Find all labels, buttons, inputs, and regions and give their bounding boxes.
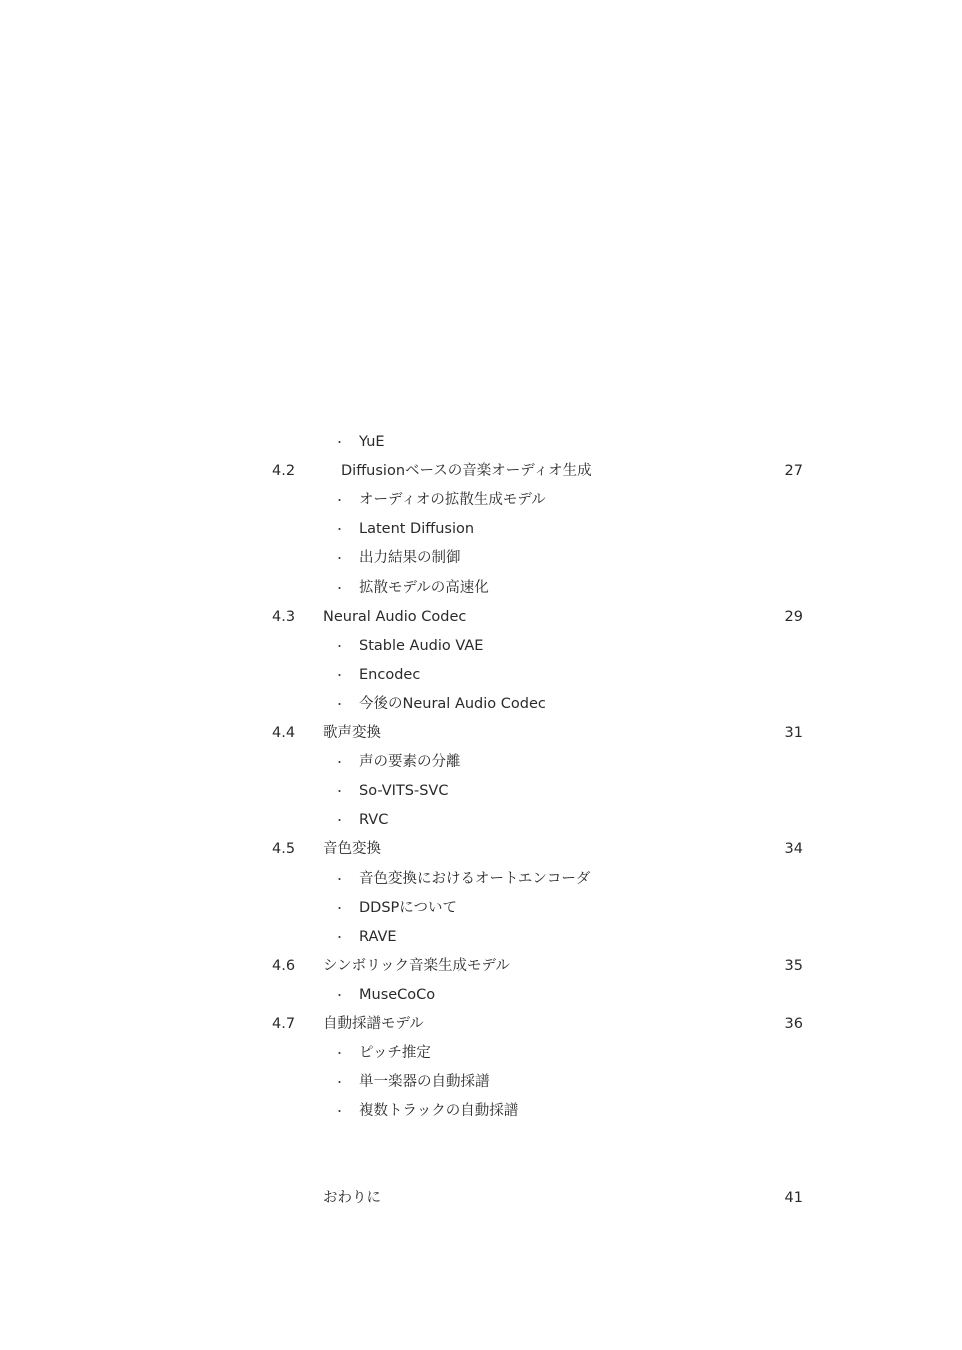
section-number: 4.5	[272, 841, 296, 857]
toc-subsection-row[interactable]	[0, 544, 962, 573]
toc-section-row[interactable]	[0, 952, 962, 981]
bullet-icon: ・	[334, 669, 345, 682]
subsection-title: ピッチ推定	[359, 1045, 431, 1061]
toc-closing-row[interactable]	[0, 1184, 962, 1213]
page-number: 35	[784, 958, 803, 974]
bullet-icon: ・	[334, 989, 345, 1002]
toc-subsection-row[interactable]	[0, 690, 962, 719]
toc-section-row[interactable]	[0, 603, 962, 632]
section-number: 4.6	[272, 958, 296, 974]
subsection-title: 声の要素の分離	[359, 754, 461, 770]
page-number: 36	[784, 1016, 803, 1032]
bullet-icon: ・	[334, 640, 345, 653]
bullet-icon: ・	[334, 785, 345, 798]
toc-subsection-row[interactable]	[0, 661, 962, 690]
toc-subsection-row[interactable]	[0, 981, 962, 1010]
section-title: 音色変換	[323, 841, 381, 857]
toc-section-row[interactable]	[0, 719, 962, 748]
toc-subsection-row[interactable]	[0, 748, 962, 777]
toc-subsection-row[interactable]	[0, 865, 962, 894]
page-number: 29	[784, 609, 803, 625]
subsection-title: オーディオの拡散生成モデル	[359, 492, 546, 508]
toc-subsection-row[interactable]	[0, 515, 962, 544]
bullet-icon: ・	[334, 902, 345, 915]
bullet-icon: ・	[334, 552, 345, 565]
toc-subsection-row[interactable]	[0, 632, 962, 661]
toc-subsection-row[interactable]	[0, 923, 962, 952]
section-number: 4.2	[272, 463, 296, 479]
toc-subsection-row[interactable]	[0, 1068, 962, 1097]
bullet-icon: ・	[334, 494, 345, 507]
section-title: シンボリック音楽生成モデル	[323, 958, 510, 974]
section-number: 4.3	[272, 609, 296, 625]
subsection-title: MuseCoCo	[359, 987, 436, 1003]
toc-section-row[interactable]	[0, 457, 962, 486]
section-title: 歌声変換	[323, 725, 381, 741]
bullet-icon: ・	[334, 523, 345, 536]
page-number: 34	[784, 841, 803, 857]
bullet-icon: ・	[334, 1076, 345, 1089]
section-title: Diffusionベースの音楽オーディオ生成	[341, 463, 592, 479]
bullet-icon: ・	[334, 582, 345, 595]
subsection-title: RAVE	[359, 929, 397, 945]
subsection-title: Latent Diffusion	[359, 521, 475, 537]
page-number: 27	[784, 463, 803, 479]
subsection-title: 複数トラックの自動採譜	[359, 1103, 519, 1119]
bullet-icon: ・	[334, 698, 345, 711]
bullet-icon: ・	[334, 931, 345, 944]
subsection-title: YuE	[359, 434, 385, 450]
section-title: Neural Audio Codec	[323, 609, 467, 625]
bullet-icon: ・	[334, 756, 345, 769]
closing-title: おわりに	[323, 1190, 381, 1206]
toc-subsection-row[interactable]	[0, 1097, 962, 1126]
toc-subsection-row[interactable]	[0, 806, 962, 835]
bullet-icon: ・	[334, 814, 345, 827]
toc-subsection-row[interactable]	[0, 486, 962, 515]
toc-section-row[interactable]	[0, 835, 962, 864]
subsection-title: 拡散モデルの高速化	[359, 580, 489, 596]
page-number: 31	[784, 725, 803, 741]
section-number: 4.7	[272, 1016, 296, 1032]
bullet-icon: ・	[334, 873, 345, 886]
subsection-title: 単一楽器の自動採譜	[359, 1074, 490, 1090]
toc-subsection-row[interactable]	[0, 777, 962, 806]
toc-subsection-row[interactable]	[0, 428, 962, 457]
subsection-title: RVC	[359, 812, 389, 828]
toc-subsection-row[interactable]	[0, 1039, 962, 1068]
subsection-title: Encodec	[359, 667, 421, 683]
subsection-title: 出力結果の制御	[359, 550, 461, 566]
section-number: 4.4	[272, 725, 296, 741]
section-title: 自動採譜モデル	[323, 1016, 424, 1032]
toc-subsection-row[interactable]	[0, 894, 962, 923]
toc-subsection-row[interactable]	[0, 574, 962, 603]
bullet-icon: ・	[334, 1047, 345, 1060]
subsection-title: 音色変換におけるオートエンコーダ	[359, 871, 591, 887]
subsection-title: So-VITS-SVC	[359, 783, 449, 799]
subsection-title: 今後のNeural Audio Codec	[359, 696, 546, 712]
subsection-title: DDSPについて	[359, 900, 457, 916]
bullet-icon: ・	[334, 1105, 345, 1118]
subsection-title: Stable Audio VAE	[359, 638, 484, 654]
bullet-icon: ・	[334, 436, 345, 449]
toc-section-row[interactable]	[0, 1010, 962, 1039]
page-number: 41	[784, 1190, 803, 1206]
